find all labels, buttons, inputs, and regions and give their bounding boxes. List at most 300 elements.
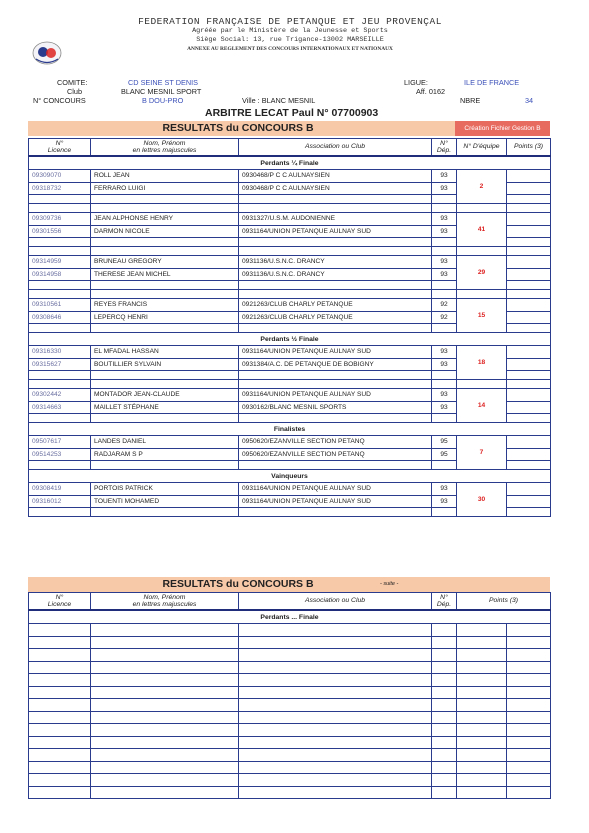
col-header-licence: N° Licence — [29, 139, 91, 157]
phase-row — [29, 333, 551, 346]
licence-cell: 09314663 — [29, 401, 91, 414]
empty-cell — [29, 774, 91, 787]
empty-cell — [457, 661, 507, 674]
nbre-value: 34 — [525, 96, 534, 105]
empty-cell — [91, 204, 239, 213]
dep-cell: 93 — [432, 225, 457, 238]
ligue-value: ILE DE FRANCE — [464, 78, 520, 87]
player-name: PORTOIS PATRICK — [91, 483, 239, 496]
empty-cell — [29, 324, 91, 333]
team-number: 15 — [457, 299, 507, 333]
empty-cell — [239, 749, 432, 762]
player-row — [29, 483, 551, 496]
concours-label: N° CONCOURS — [33, 96, 86, 105]
empty-cell — [91, 238, 239, 247]
empty-cell — [91, 371, 239, 380]
player-name: ROLL JEAN — [91, 170, 239, 183]
empty-cell — [432, 711, 457, 724]
empty-cell — [91, 761, 239, 774]
empty-cell — [239, 371, 432, 380]
col-header-club: Association ou Club — [239, 139, 432, 157]
player-name: RADJARAM S P — [91, 448, 239, 461]
points-cell — [507, 358, 551, 371]
licence-cell: 09310561 — [29, 299, 91, 312]
licence-cell: 09315627 — [29, 358, 91, 371]
empty-cell — [507, 699, 551, 712]
dep-cell: 92 — [432, 299, 457, 312]
empty-cell — [91, 247, 239, 256]
empty-row — [29, 661, 551, 674]
empty-cell — [239, 290, 432, 299]
phase-row — [29, 610, 551, 624]
empty-cell — [91, 736, 239, 749]
empty-cell — [457, 649, 507, 662]
empty-cell — [432, 661, 457, 674]
federation-annex: ANNEXE AU REGLEMENT DES CONCOURS INTERNATIONAUX ET NATIONAUX — [187, 46, 393, 52]
points-cell — [507, 195, 551, 204]
empty-cell — [507, 624, 551, 637]
empty-cell — [457, 699, 507, 712]
empty-cell — [457, 674, 507, 687]
points-cell — [507, 281, 551, 290]
player-name: BOUTILLIER SYLVAIN — [91, 358, 239, 371]
empty-cell — [91, 711, 239, 724]
player-name: FERRARO LUIGI — [91, 182, 239, 195]
empty-cell — [239, 624, 432, 637]
player-row — [29, 346, 551, 359]
player-row — [29, 256, 551, 269]
player-name: EL MFADAL HASSAN — [91, 346, 239, 359]
federation-address: Siège Social: 13, rue Trigance-13002 MARSEILLE — [196, 36, 384, 44]
club-cell: 0931327/U.S.M. AUDONIENNE — [239, 213, 432, 226]
empty-row — [29, 674, 551, 687]
licence-cell: 09308646 — [29, 311, 91, 324]
club-cell: 0931164/UNION PETANQUE AULNAY SUD — [239, 483, 432, 496]
points-cell — [507, 324, 551, 333]
dep-cell: 93 — [432, 495, 457, 508]
points-cell — [507, 436, 551, 449]
empty-row — [29, 711, 551, 724]
empty-cell — [457, 774, 507, 787]
federation-logo-icon — [30, 38, 64, 66]
licence-cell: 09308419 — [29, 483, 91, 496]
empty-cell — [239, 699, 432, 712]
header-row — [29, 593, 551, 611]
section1-title-bar — [28, 121, 550, 136]
empty-cell — [91, 686, 239, 699]
player-row — [29, 436, 551, 449]
player-name: MONTADOR JEAN-CLAUDE — [91, 389, 239, 402]
empty-cell — [239, 636, 432, 649]
licence-cell: 09302442 — [29, 389, 91, 402]
empty-cell — [239, 195, 432, 204]
empty-cell — [457, 686, 507, 699]
empty-cell — [91, 380, 239, 389]
section2-title: RESULTATS du CONCOURS B — [162, 578, 314, 590]
licence-cell: 09316330 — [29, 346, 91, 359]
team-number: 30 — [457, 483, 507, 517]
empty-cell — [507, 711, 551, 724]
empty-cell — [91, 774, 239, 787]
comite-label: COMITE: — [57, 78, 88, 87]
empty-cell — [432, 371, 457, 380]
empty-cell — [29, 636, 91, 649]
phase-label: Perdants ... Finale — [29, 610, 551, 624]
empty-cell — [91, 661, 239, 674]
empty-cell — [457, 711, 507, 724]
federation-block — [110, 16, 470, 54]
empty-cell — [29, 238, 91, 247]
header-row — [29, 139, 551, 157]
points-cell — [507, 170, 551, 183]
empty-cell — [239, 247, 432, 256]
empty-cell — [432, 204, 457, 213]
empty-cell — [91, 624, 239, 637]
empty-cell — [91, 724, 239, 737]
empty-row — [29, 761, 551, 774]
empty-cell — [239, 324, 432, 333]
empty-cell — [29, 461, 91, 470]
points-cell — [507, 213, 551, 226]
phase-label: Perdants ½ Finale — [29, 333, 551, 346]
empty-cell — [91, 786, 239, 799]
club-cell: 0950620/EZANVILLE SECTION PETANQ — [239, 448, 432, 461]
empty-row — [29, 749, 551, 762]
phase-label: Finalistes — [29, 423, 551, 436]
licence-cell: 09314959 — [29, 256, 91, 269]
col-header-team: N° D'équipe — [457, 139, 507, 157]
empty-cell — [432, 774, 457, 787]
empty-cell — [29, 195, 91, 204]
empty-cell — [29, 674, 91, 687]
concours-value: B DOU-PRO — [142, 96, 184, 105]
licence-cell: 09318732 — [29, 182, 91, 195]
empty-cell — [91, 699, 239, 712]
col-header-name: Nom, Prénom en lettres majuscules — [91, 593, 239, 611]
points-cell — [507, 401, 551, 414]
empty-cell — [507, 636, 551, 649]
empty-cell — [239, 281, 432, 290]
empty-cell — [507, 674, 551, 687]
col-header-points: Points (3) — [507, 139, 551, 157]
nbre-label: NBRE — [460, 96, 481, 105]
empty-cell — [29, 749, 91, 762]
empty-cell — [91, 290, 239, 299]
empty-cell — [29, 699, 91, 712]
empty-row — [29, 624, 551, 637]
col-header-club: Association ou Club — [239, 593, 432, 611]
empty-cell — [91, 324, 239, 333]
empty-cell — [507, 774, 551, 787]
player-name: TOUENTI MOHAMED — [91, 495, 239, 508]
federation-title: FEDERATION FRANÇAISE DE PETANQUE ET JEU PROVENÇAL — [138, 16, 442, 27]
points-cell — [507, 268, 551, 281]
empty-cell — [91, 508, 239, 517]
empty-cell — [239, 674, 432, 687]
col-header-points: Points (3) — [457, 593, 551, 611]
empty-cell — [29, 380, 91, 389]
dep-cell: 93 — [432, 256, 457, 269]
empty-cell — [91, 636, 239, 649]
club-cell: 0931164/UNION PETANQUE AULNAY SUD — [239, 225, 432, 238]
empty-cell — [91, 414, 239, 423]
empty-cell — [29, 624, 91, 637]
empty-cell — [507, 649, 551, 662]
spacer-row — [29, 380, 551, 389]
col-header-dep: N° Dép. — [432, 139, 457, 157]
empty-cell — [507, 761, 551, 774]
points-cell — [507, 311, 551, 324]
empty-cell — [29, 290, 91, 299]
empty-cell — [29, 649, 91, 662]
empty-cell — [239, 380, 432, 389]
points-cell — [507, 225, 551, 238]
empty-cell — [432, 324, 457, 333]
club-cell: 0950620/EZANVILLE SECTION PETANQ — [239, 436, 432, 449]
empty-cell — [29, 661, 91, 674]
empty-cell — [432, 761, 457, 774]
empty-cell — [432, 461, 457, 470]
club-cell: 0930468/P C C AULNAYSIEN — [239, 182, 432, 195]
empty-cell — [457, 380, 507, 389]
col-header-name: Nom, Prénom en lettres majuscules — [91, 139, 239, 157]
empty-cell — [507, 686, 551, 699]
empty-cell — [507, 380, 551, 389]
empty-cell — [29, 204, 91, 213]
points-cell — [507, 461, 551, 470]
empty-cell — [91, 649, 239, 662]
empty-cell — [432, 238, 457, 247]
empty-cell — [91, 281, 239, 290]
dep-cell: 93 — [432, 401, 457, 414]
club-cell: 0921263/CLUB CHARLY PETANQUE — [239, 299, 432, 312]
dep-cell: 93 — [432, 170, 457, 183]
empty-cell — [457, 624, 507, 637]
points-cell — [507, 256, 551, 269]
points-cell — [507, 299, 551, 312]
empty-cell — [239, 508, 432, 517]
empty-cell — [29, 786, 91, 799]
empty-cell — [432, 686, 457, 699]
empty-cell — [91, 749, 239, 762]
empty-cell — [29, 247, 91, 256]
phase-label: Vainqueurs — [29, 470, 551, 483]
licence-cell: 09309070 — [29, 170, 91, 183]
spacer-row — [29, 247, 551, 256]
empty-cell — [432, 674, 457, 687]
empty-cell — [457, 204, 507, 213]
points-cell — [507, 389, 551, 402]
phase-row — [29, 470, 551, 483]
dep-cell: 95 — [432, 436, 457, 449]
empty-cell — [432, 414, 457, 423]
empty-cell — [29, 508, 91, 517]
empty-cell — [29, 281, 91, 290]
player-name: MAILLET STÉPHANE — [91, 401, 239, 414]
player-name: BRUNEAU GREGORY — [91, 256, 239, 269]
empty-cell — [239, 736, 432, 749]
dep-cell: 93 — [432, 268, 457, 281]
create-file-button[interactable]: Création Fichier Gestion B — [455, 121, 550, 136]
points-cell — [507, 346, 551, 359]
phase-row — [29, 156, 551, 170]
col-header-dep: N° Dép. — [432, 593, 457, 611]
empty-cell — [91, 674, 239, 687]
spacer-row — [29, 204, 551, 213]
points-cell — [507, 508, 551, 517]
empty-cell — [432, 247, 457, 256]
empty-cell — [457, 247, 507, 256]
empty-cell — [239, 686, 432, 699]
dep-cell: 93 — [432, 182, 457, 195]
empty-cell — [507, 204, 551, 213]
empty-row — [29, 786, 551, 799]
comite-value: CD SEINE ST DENIS — [128, 78, 199, 87]
player-row — [29, 389, 551, 402]
empty-row — [29, 699, 551, 712]
empty-cell — [507, 786, 551, 799]
player-row — [29, 170, 551, 183]
points-cell — [507, 182, 551, 195]
section1-title: RESULTATS du CONCOURS B — [162, 122, 314, 134]
aff-number: Aff. 0162 — [416, 87, 446, 96]
empty-cell — [432, 195, 457, 204]
club-cell: 0931384/A.C. DE PETANQUE DE BOBIGNY — [239, 358, 432, 371]
empty-cell — [239, 774, 432, 787]
club-cell: 0931164/UNION PETANQUE AULNAY SUD — [239, 389, 432, 402]
empty-cell — [432, 380, 457, 389]
dep-cell: 92 — [432, 311, 457, 324]
empty-cell — [432, 624, 457, 637]
empty-cell — [457, 636, 507, 649]
empty-cell — [91, 461, 239, 470]
points-cell — [507, 448, 551, 461]
dep-cell: 93 — [432, 346, 457, 359]
team-number: 14 — [457, 389, 507, 423]
empty-row — [29, 686, 551, 699]
empty-row — [29, 774, 551, 787]
empty-cell — [239, 786, 432, 799]
empty-cell — [457, 724, 507, 737]
empty-cell — [239, 204, 432, 213]
licence-cell: 09314958 — [29, 268, 91, 281]
club-cell: 0930468/P C C AULNAYSIEN — [239, 170, 432, 183]
empty-cell — [507, 724, 551, 737]
section2-suite: - suite - — [380, 581, 399, 587]
team-number: 41 — [457, 213, 507, 247]
spacer-row — [29, 290, 551, 299]
points-cell — [507, 495, 551, 508]
empty-cell — [29, 724, 91, 737]
dep-cell: 95 — [432, 448, 457, 461]
empty-cell — [29, 711, 91, 724]
empty-cell — [432, 699, 457, 712]
team-number: 29 — [457, 256, 507, 290]
empty-cell — [239, 661, 432, 674]
empty-cell — [91, 195, 239, 204]
empty-cell — [239, 414, 432, 423]
section2-title-bar — [28, 577, 550, 592]
empty-cell — [507, 247, 551, 256]
licence-cell: 09507617 — [29, 436, 91, 449]
empty-cell — [239, 461, 432, 470]
empty-row — [29, 736, 551, 749]
club-cell: 0931164/UNION PETANQUE AULNAY SUD — [239, 495, 432, 508]
player-name: REYES FRANCIS — [91, 299, 239, 312]
empty-cell — [29, 371, 91, 380]
club-cell: 0931136/U.S.N.C. DRANCY — [239, 268, 432, 281]
dep-cell: 93 — [432, 358, 457, 371]
results-table — [28, 138, 551, 517]
points-cell — [507, 414, 551, 423]
empty-cell — [29, 761, 91, 774]
empty-cell — [457, 290, 507, 299]
player-name: THERESE JEAN MICHEL — [91, 268, 239, 281]
empty-cell — [457, 761, 507, 774]
licence-cell: 09309736 — [29, 213, 91, 226]
empty-cell — [29, 414, 91, 423]
dep-cell: 93 — [432, 389, 457, 402]
player-name: JEAN ALPHONSE HENRY — [91, 213, 239, 226]
licence-cell: 09514253 — [29, 448, 91, 461]
club-cell: 0931136/U.S.N.C. DRANCY — [239, 256, 432, 269]
dep-cell: 93 — [432, 483, 457, 496]
player-row — [29, 213, 551, 226]
team-number: 18 — [457, 346, 507, 380]
empty-cell — [507, 749, 551, 762]
club-label: Club — [67, 87, 83, 96]
points-cell — [507, 238, 551, 247]
empty-cell — [432, 649, 457, 662]
ligue-label: LIGUE: — [404, 78, 428, 87]
empty-cell — [432, 736, 457, 749]
empty-cell — [507, 661, 551, 674]
empty-cell — [239, 761, 432, 774]
club-cell: 0931164/UNION PETANQUE AULNAY SUD — [239, 346, 432, 359]
empty-cell — [432, 508, 457, 517]
empty-cell — [239, 724, 432, 737]
team-number: 7 — [457, 436, 507, 470]
federation-agreement: Agréée par le Ministère de la Jeunesse et Sports — [192, 27, 388, 35]
phase-row — [29, 423, 551, 436]
points-cell — [507, 483, 551, 496]
licence-cell: 09316012 — [29, 495, 91, 508]
dep-cell: 93 — [432, 213, 457, 226]
empty-cell — [432, 749, 457, 762]
club-cell: 0930162/BLANC MESNIL SPORTS — [239, 401, 432, 414]
licence-cell: 09301556 — [29, 225, 91, 238]
phase-label: Perdants ¼ Finale — [29, 156, 551, 170]
points-cell — [507, 371, 551, 380]
empty-cell — [29, 736, 91, 749]
empty-cell — [432, 724, 457, 737]
results-table-continued — [28, 592, 551, 799]
empty-row — [29, 649, 551, 662]
player-row — [29, 299, 551, 312]
player-name: LANDES DANIEL — [91, 436, 239, 449]
empty-cell — [239, 649, 432, 662]
empty-cell — [432, 636, 457, 649]
empty-cell — [239, 711, 432, 724]
player-name: DARMON NICOLE — [91, 225, 239, 238]
ville: Ville : BLANC MESNIL — [242, 96, 316, 105]
empty-cell — [507, 290, 551, 299]
col-header-licence: N° Licence — [29, 593, 91, 611]
empty-cell — [239, 238, 432, 247]
empty-cell — [507, 736, 551, 749]
empty-cell — [432, 281, 457, 290]
team-number: 2 — [457, 170, 507, 204]
